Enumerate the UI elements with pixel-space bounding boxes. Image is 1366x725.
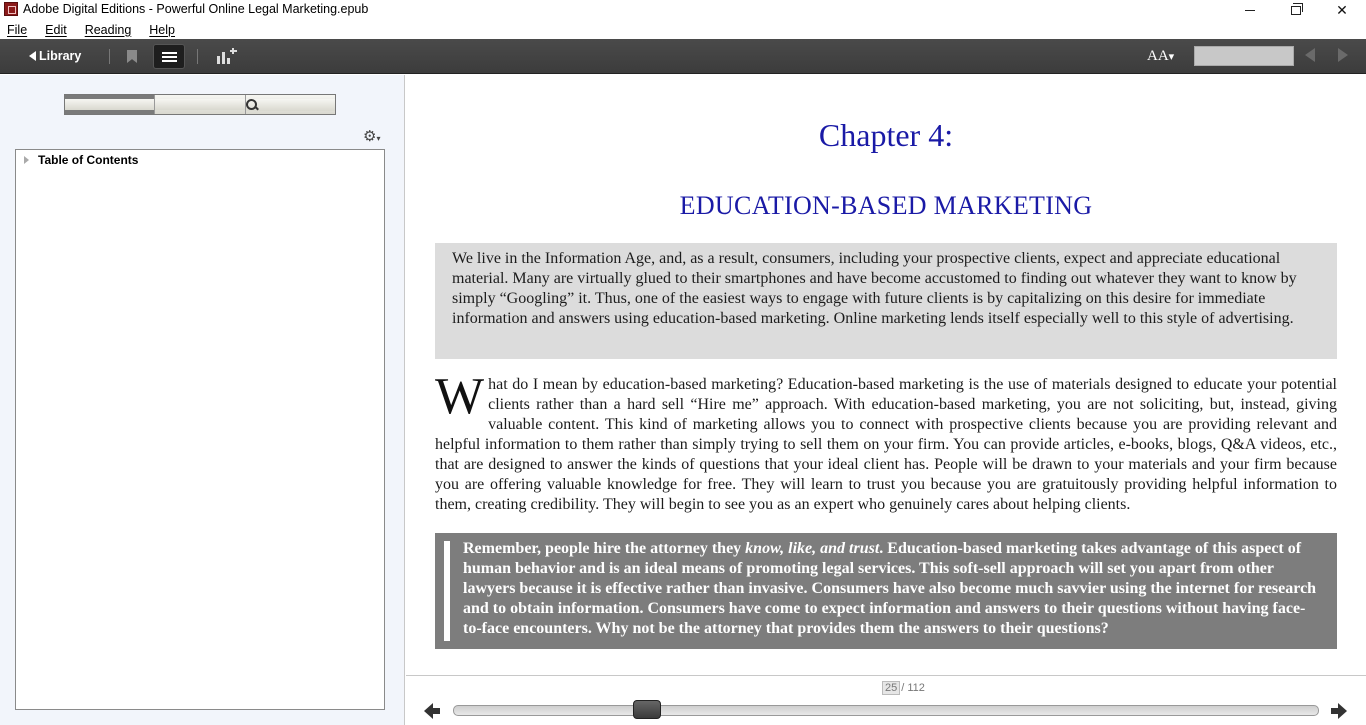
toc-icon: [65, 99, 154, 110]
minimize-button[interactable]: [1227, 0, 1273, 20]
tab-bookmarks[interactable]: [155, 95, 245, 114]
restore-button[interactable]: [1273, 0, 1319, 20]
navigation-panel: [0, 75, 405, 725]
library-label: Library: [39, 49, 82, 63]
bookmarks-list-icon: [155, 99, 244, 110]
menu-file[interactable]: File: [7, 22, 28, 37]
current-page[interactable]: 25: [882, 681, 900, 695]
chapter-title: Chapter 4:: [818, 117, 954, 153]
toc-root-item[interactable]: [24, 153, 138, 167]
restore-icon: [1291, 6, 1301, 15]
minimize-icon: [1245, 10, 1255, 11]
adobe-digital-editions-app-icon: [4, 2, 18, 16]
toolbar-divider: [197, 49, 198, 64]
toc-line: [162, 60, 177, 62]
table-of-contents-button[interactable]: [153, 44, 185, 69]
tab-search[interactable]: [246, 95, 335, 114]
gear-icon[interactable]: ⚙▾: [363, 127, 381, 145]
callout-text-end: . Education-based marketing takes advantage of this aspect of human behavior and is an ideal means of promoting legal services. This soft-sell approach will set you apart from other lawyers because it is effective rather than invasive. Consumers have also become much savvier using the internet for research and to obtain information. Consumers have come to expect information and answers to their questions without having face-to-face encounters. Why not be the attorney that provides them the answers to their questions?: [463, 540, 1317, 637]
reader-toolbar: [0, 39, 1366, 74]
panel-tab-group: [64, 94, 336, 115]
back-arrow-icon: [29, 51, 36, 61]
font-size-label: AA: [1147, 48, 1169, 64]
next-page-arrow-icon[interactable]: [1331, 703, 1347, 719]
title-bar: [0, 0, 1366, 20]
callout-emphasis: know, like, and trust: [745, 540, 880, 557]
tab-table-of-contents[interactable]: [65, 95, 155, 114]
intro-paragraph: We live in the Information Age, and, as a result, consumers, including your prospective clients, expect and appreciate educational material. Many are virtually glued to their smartphones and have become accustomed to finding out whatever they want to know by simply “Googling” it. Thus, one of the easiest ways to engage with future clients is by capitalizing on this desire for immediate information and answers using education-based marketing. Online marketing lends itself especially well to this style of advertising.: [435, 243, 1337, 359]
page-indicator: [882, 681, 925, 695]
callout-box: [435, 533, 1337, 649]
toolbar-divider: [109, 49, 110, 64]
menu-bar: [0, 20, 1366, 39]
expand-arrow-icon[interactable]: [24, 156, 29, 164]
search-icon: [246, 99, 335, 111]
toc-tree: [15, 149, 385, 710]
section-title: EDUCATION-BASED MARKETING: [679, 191, 1093, 220]
previous-page-icon[interactable]: [1305, 48, 1315, 62]
body-paragraph: [435, 368, 1337, 515]
callout-text-start: Remember, people hire the attorney they: [463, 540, 746, 557]
menu-edit[interactable]: Edit: [45, 22, 67, 37]
close-button[interactable]: [1319, 0, 1365, 20]
next-page-icon[interactable]: [1338, 48, 1348, 62]
page-number-input[interactable]: [1194, 46, 1294, 66]
page-slider-thumb[interactable]: [633, 700, 661, 719]
close-icon: ✕: [1336, 1, 1348, 18]
font-size-button[interactable]: [1147, 48, 1174, 65]
page-slider-track[interactable]: [453, 705, 1319, 716]
reading-pane: [406, 75, 1366, 675]
bookmark-icon[interactable]: [127, 50, 137, 63]
library-button[interactable]: [29, 47, 81, 65]
menu-reading[interactable]: Reading: [84, 22, 132, 37]
previous-page-arrow-icon[interactable]: [424, 703, 440, 719]
callout-bar: [444, 541, 450, 641]
toc-line: [162, 56, 177, 58]
page-separator: /: [901, 682, 905, 694]
toc-line: [162, 52, 177, 54]
body-text: hat do I mean by education-based marketing? Education-based marketing is the use of materials designed to educate your potential clients rather than a hard sell “Hire me” approach. With education-based marketing, you are not soliciting, but, instead, giving valuable content. This kind of marketing allows you to connect with prospective clients because you are providing relevant and helpful information to them rather than simply trying to sell them on your firm. You can provide articles, e-books, blogs, Q&A videos, etc., that are designed to answer the kinds of questions that your ideal client has. People will be drawn to your materials and your firm because you are offering valuable knowledge for free. They will learn to trust you because you are gratuitously providing helpful information to them, creating credibility. They will begin to see you as an expert who genuinely cares about helping clients.: [435, 376, 1337, 513]
add-note-icon[interactable]: [215, 48, 235, 64]
toc-root-label: Table of Contents: [38, 153, 139, 167]
menu-help[interactable]: Help: [149, 22, 175, 37]
total-pages: 112: [907, 682, 925, 694]
chevron-down-icon: ▾: [1168, 51, 1175, 63]
page-navigation-bar: [406, 675, 1366, 725]
drop-cap: W: [435, 368, 485, 425]
window-title: Adobe Digital Editions - Powerful Online Legal Marketing.epub: [23, 2, 369, 16]
